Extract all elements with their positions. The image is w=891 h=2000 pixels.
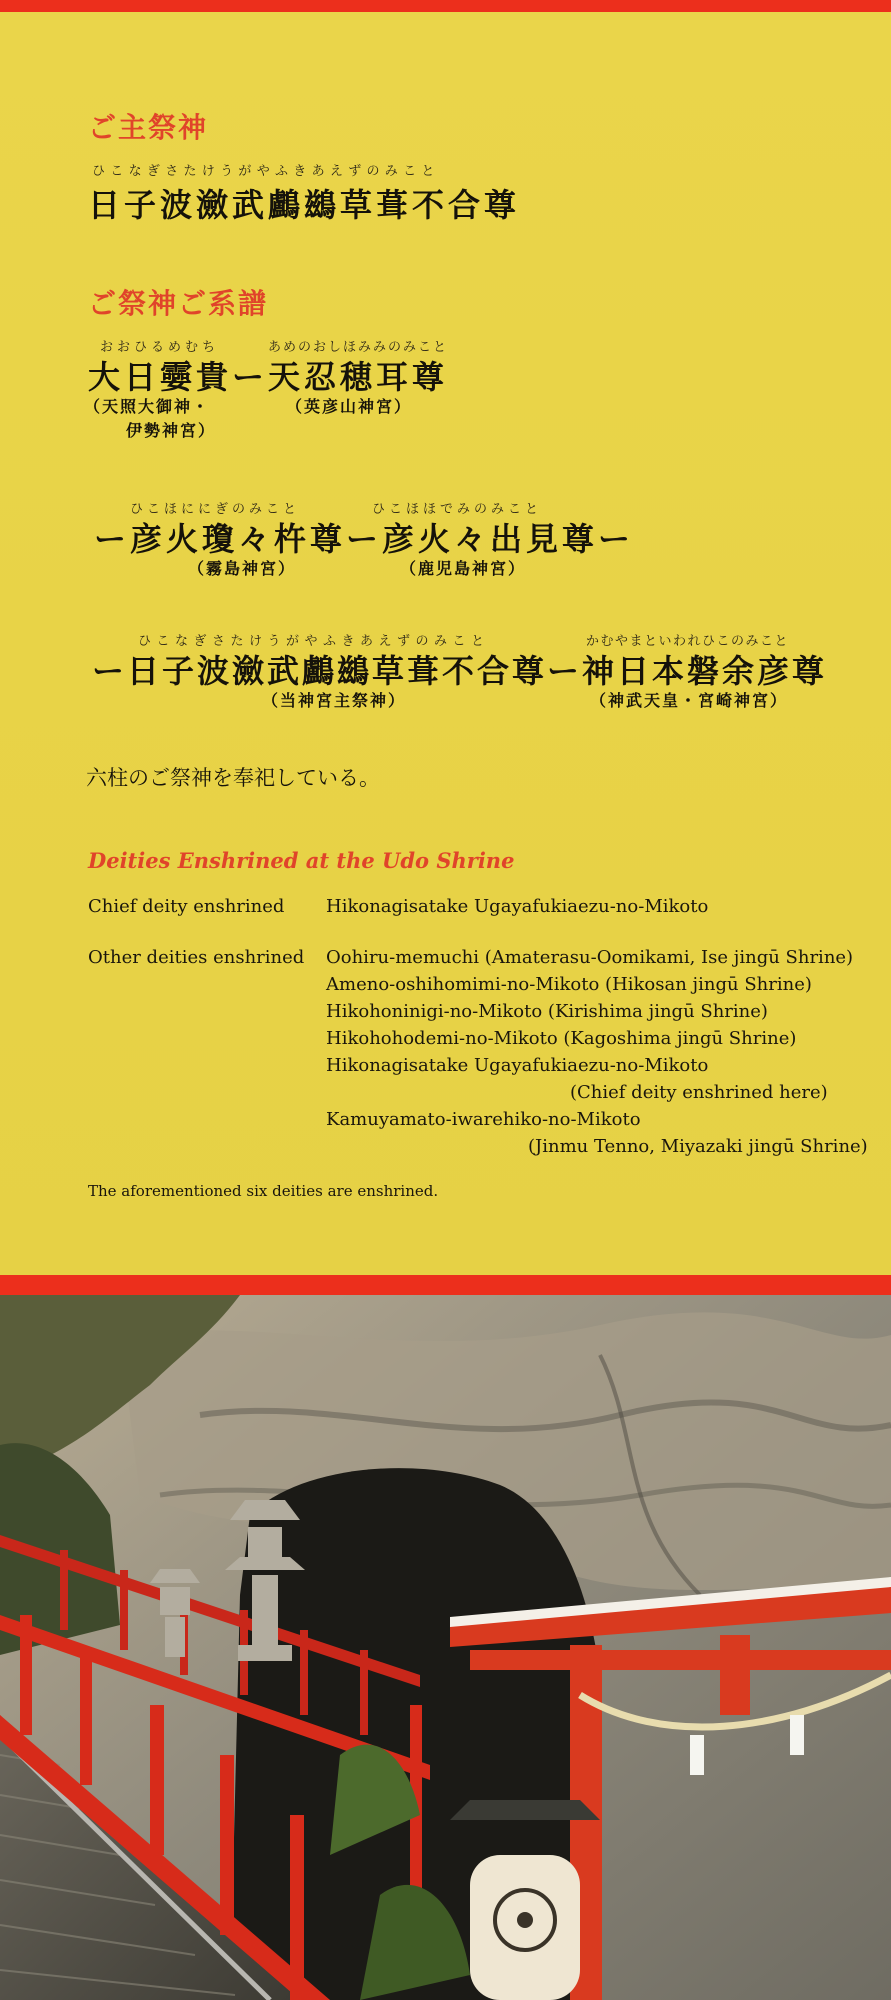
- section-divider: [0, 1275, 891, 1295]
- deity-line: (Chief deity enshrined here): [570, 1082, 828, 1103]
- genealogy-heading: ご祭神ご系譜: [88, 287, 269, 320]
- row3-note-b: （神武天皇・宮崎神宮）: [590, 691, 789, 710]
- row2-ruby-a: ひこほににぎのみこと: [130, 502, 301, 517]
- english-footer: The aforementioned six deities are enshrined.: [88, 1182, 439, 1200]
- chief-label: Chief deity enshrined: [88, 896, 285, 917]
- chief-value: Hikonagisatake Ugayafukiaezu-no-Mikoto: [326, 896, 709, 917]
- row3-names: ー日子波瀲武鸕鷀草葺不合尊ー神日本磐余彦尊: [92, 652, 828, 690]
- row2-names: ー彦火瓊々杵尊ー彦火々出見尊ー: [94, 520, 635, 558]
- row3-ruby-a: ひこなぎさたけうがやふきあえずのみこと: [138, 634, 490, 649]
- row1-ruby-b: あめのおしほみみのみこと: [268, 340, 449, 355]
- deity-line: Kamuyamato-iwarehiko-no-Mikoto: [326, 1109, 641, 1130]
- row2-ruby-b: ひこほほでみのみこと: [372, 502, 543, 517]
- row2-note-a: （霧島神宮）: [188, 559, 297, 578]
- row1-note-a-line1: （天照大御神・: [84, 397, 211, 416]
- other-label: Other deities enshrined: [88, 947, 305, 968]
- row3-ruby-b: かむやまといわれひこのみこと: [586, 634, 790, 649]
- shrine-cave-photo: [0, 1295, 891, 2000]
- main-deity-name: 日子波瀲武鸕鷀草葺不合尊: [88, 186, 521, 224]
- row1-note-a-line2: 伊勢神宮）: [126, 421, 217, 440]
- english-title: Deities Enshrined at the Udo Shrine: [88, 848, 515, 873]
- main-deity-ruby: ひこなぎさたけうがやふきあえずのみこと: [92, 164, 440, 179]
- six-deities-sentence: 六柱のご祭神を奉祀している。: [86, 766, 380, 790]
- row1-names: 大日孁貴ー天忍穂耳尊: [88, 358, 449, 396]
- deity-line: Oohiru-memuchi (Amaterasu-Oomikami, Ise jingū Shrine): [326, 947, 854, 968]
- top-border: [0, 0, 891, 12]
- deity-line: Hikohoninigi-no-Mikoto (Kirishima jingū Shrine): [326, 1001, 768, 1022]
- main-deity-heading: ご主祭神: [88, 111, 209, 144]
- row2-note-b: （鹿児島神宮）: [400, 559, 527, 578]
- row1-note-b: （英彦山神宮）: [286, 397, 413, 416]
- row1-ruby-a: おおひるめむち: [100, 340, 220, 355]
- deity-line: Hikonagisatake Ugayafukiaezu-no-Mikoto: [326, 1055, 709, 1076]
- deity-line: Hikohohodemi-no-Mikoto (Kagoshima jingū Shrine): [326, 1028, 797, 1049]
- deity-line: (Jinmu Tenno, Miyazaki jingū Shrine): [528, 1136, 868, 1157]
- deity-line: Ameno-oshihomimi-no-Mikoto (Hikosan jingū Shrine): [326, 974, 812, 995]
- row3-note-a: （当神宮主祭神）: [262, 691, 407, 710]
